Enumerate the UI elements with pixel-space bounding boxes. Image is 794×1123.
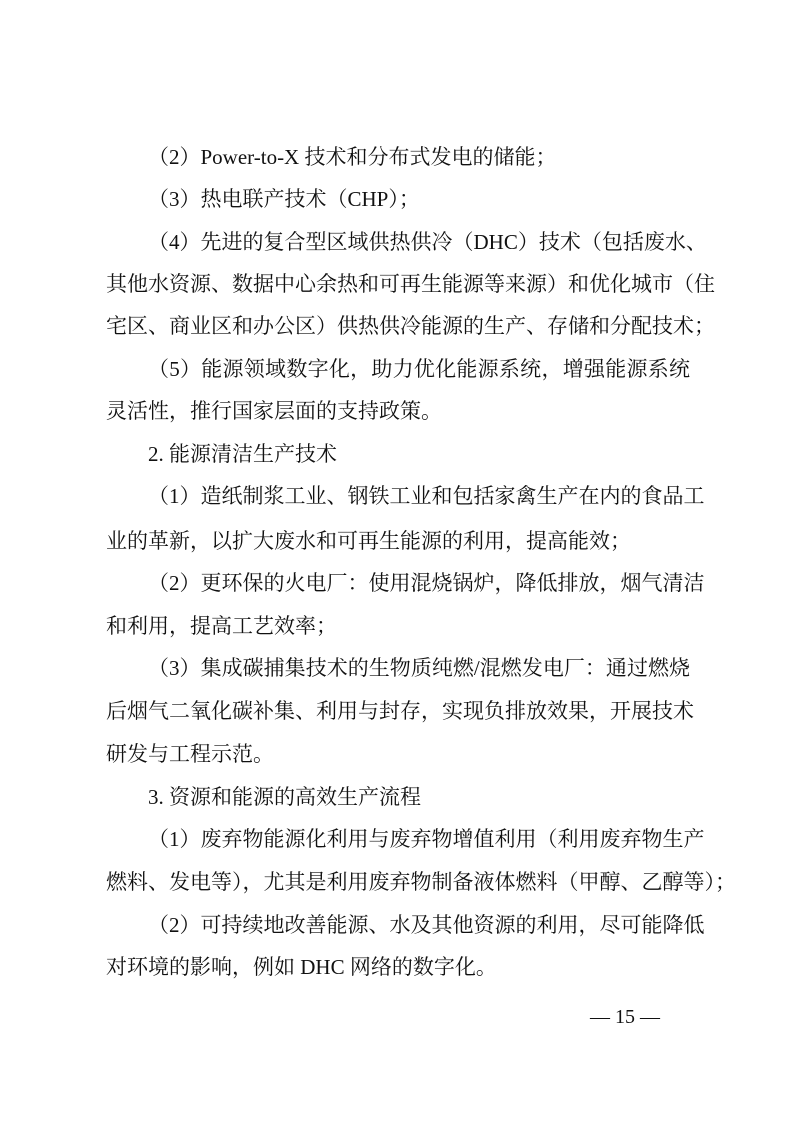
section-heading: 2. 能源清洁生产技术 [148,442,337,466]
text-line: （3）热电联产技术（CHP）； [148,187,420,211]
text-line: （2）Power-to-X 技术和分布式发电的储能； [148,145,557,169]
text-line: （3）集成碳捕集技术的生物质纯燃/混燃发电厂：通过燃烧 [148,656,690,680]
text-line: 研发与工程示范。 [106,742,274,766]
text-line: 对环境的影响，例如 DHC 网络的数字化。 [106,955,497,979]
text-line: 其他水资源、数据中心余热和可再生能源等来源）和优化城市（住 [106,272,715,296]
section-heading: 3. 资源和能源的高效生产流程 [148,785,421,809]
text-line: （5）能源领域数字化，助力优化能源系统，增强能源系统 [148,357,690,381]
text-line: 灵活性，推行国家层面的支持政策。 [106,399,442,423]
text-line: （1）造纸制浆工业、钢铁工业和包括家禽生产在内的食品工 [148,484,705,508]
page-number: — 15 — [590,1006,660,1028]
text-line: （1）废弃物能源化利用与废弃物增值利用（利用废弃物生产 [148,827,705,851]
text-line: （2）更环保的火电厂：使用混烧锅炉，降低排放，烟气清洁 [148,571,705,595]
text-line: 燃料、发电等），尤其是利用废弃物制备液体燃料（甲醇、乙醇等）； [106,870,736,894]
text-line: 业的革新，以扩大废水和可再生能源的利用，提高能效； [106,529,631,553]
text-line: （4）先进的复合型区域供热供冷（DHC）技术（包括废水、 [148,230,707,254]
text-line: 和利用，提高工艺效率； [106,614,337,638]
text-line: （2）可持续地改善能源、水及其他资源的利用，尽可能降低 [148,913,705,937]
text-line: 宅区、商业区和办公区）供热供冷能源的生产、存储和分配技术； [106,314,715,338]
text-line: 后烟气二氧化碳补集、利用与封存，实现负排放效果，开展技术 [106,699,694,723]
